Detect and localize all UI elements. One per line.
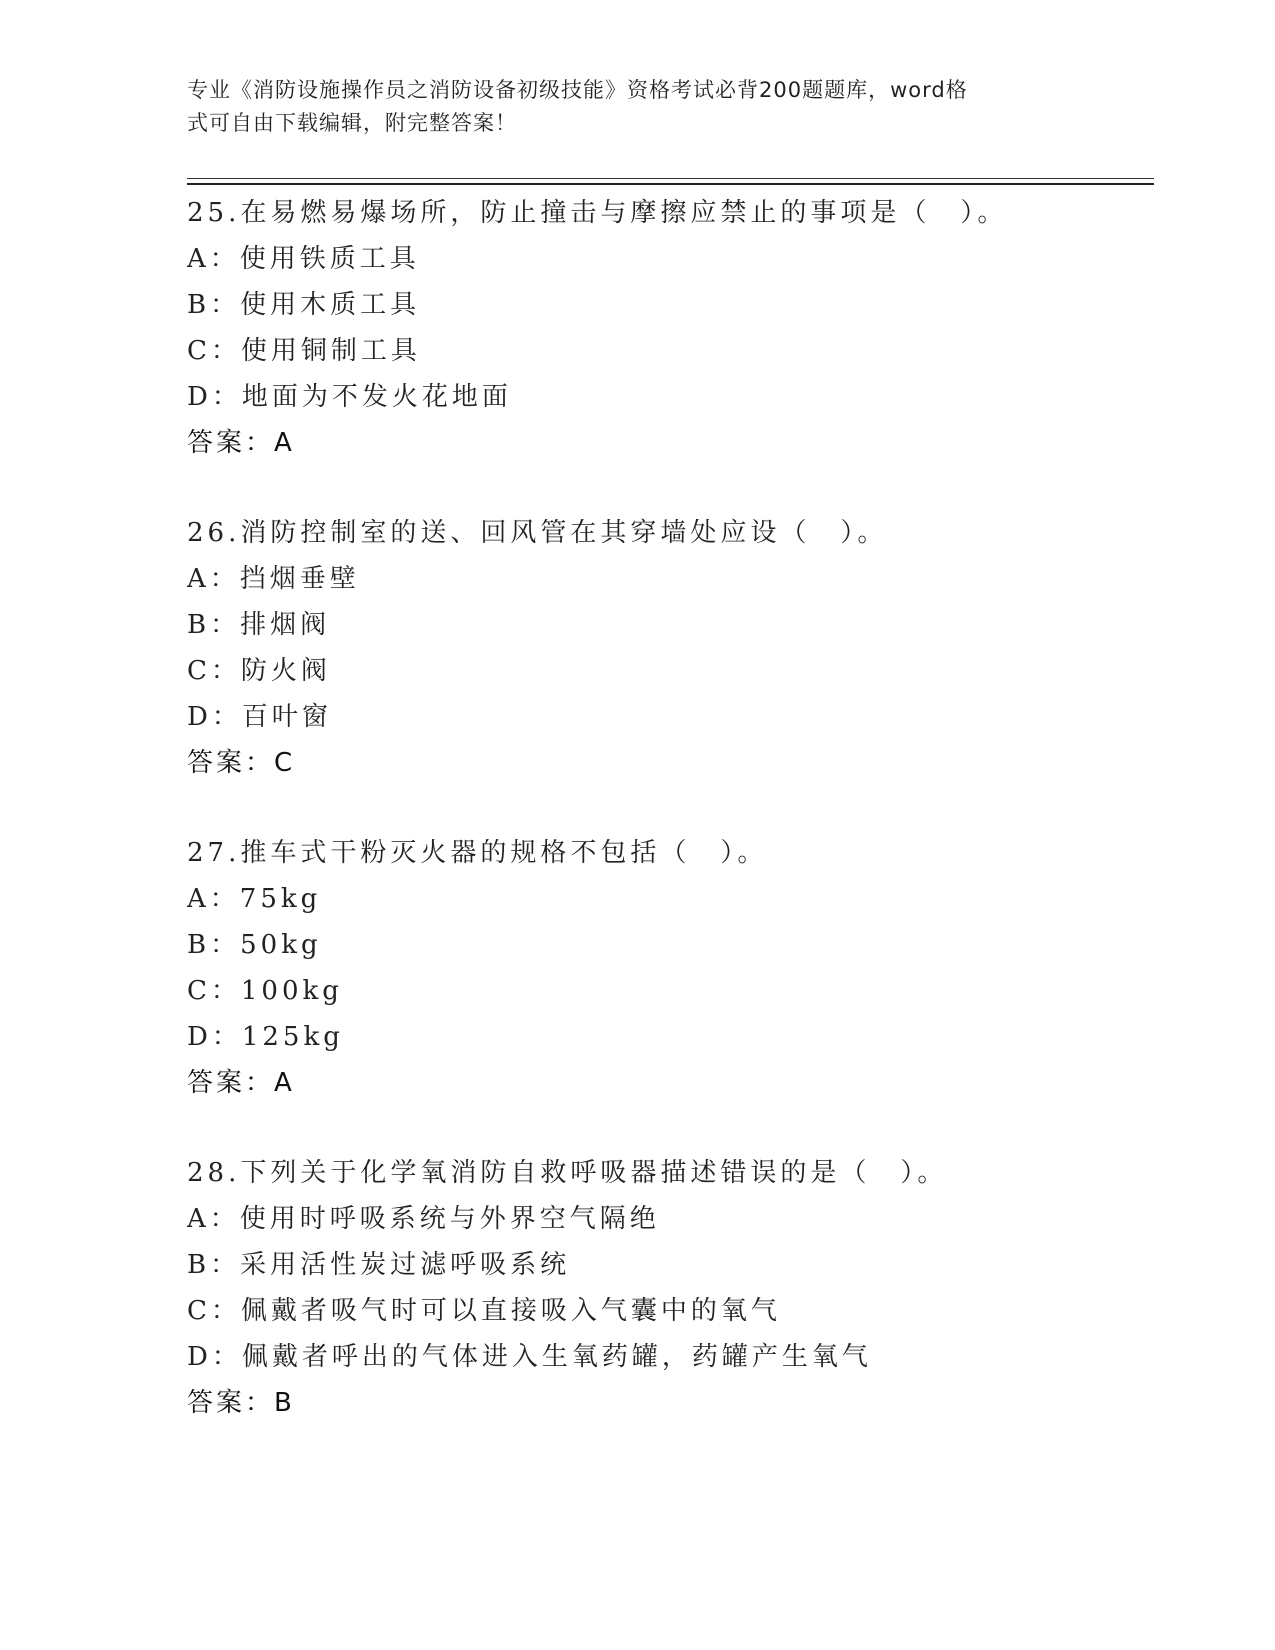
question-stem: 25.在易燃易爆场所，防止撞击与摩擦应禁止的事项是（ ）。	[187, 198, 1008, 228]
option-b: B：排烟阀	[187, 610, 331, 640]
option-a: A：挡烟垂壁	[187, 564, 360, 594]
question-stem: 27.推车式干粉灭火器的规格不包括（ ）。	[187, 838, 768, 868]
option-b: B：50kg	[187, 930, 322, 960]
question-27	[187, 830, 1147, 1150]
option-d: D：地面为不发火花地面	[187, 382, 512, 412]
option-b: B：使用木质工具	[187, 290, 421, 320]
option-c: C：使用铜制工具	[187, 336, 421, 366]
header-divider-thick	[187, 183, 1154, 185]
question-stem: 26.消防控制室的送、回风管在其穿墙处应设（ ）。	[187, 518, 888, 548]
option-c: C：防火阀	[187, 656, 331, 686]
option-d: D：佩戴者呼出的气体进入生氧药罐，药罐产生氧气	[187, 1342, 872, 1372]
header-line-1: 专业《消防设施操作员之消防设备初级技能》资格考试必背200题题库，word格	[187, 78, 968, 102]
question-list	[187, 190, 1147, 1470]
option-a: A：使用时呼吸系统与外界空气隔绝	[187, 1204, 660, 1234]
option-d: D：百叶窗	[187, 702, 332, 732]
option-a: A：75kg	[187, 884, 322, 914]
answer-label: 答案：A	[187, 428, 295, 458]
answer-label: 答案：B	[187, 1388, 295, 1418]
question-25	[187, 190, 1147, 510]
header-line-2: 式可自由下载编辑，附完整答案！	[187, 111, 517, 135]
option-a: A：使用铁质工具	[187, 244, 420, 274]
question-stem: 28.下列关于化学氧消防自救呼吸器描述错误的是（ ）。	[187, 1158, 948, 1188]
option-c: C：100kg	[187, 976, 343, 1006]
option-c: C：佩戴者吸气时可以直接吸入气囊中的氧气	[187, 1296, 781, 1326]
question-26	[187, 510, 1147, 830]
option-b: B：采用活性炭过滤呼吸系统	[187, 1250, 571, 1280]
option-d: D：125kg	[187, 1022, 344, 1052]
header-divider-thin	[187, 178, 1154, 179]
question-28	[187, 1150, 1147, 1470]
answer-label: 答案：C	[187, 748, 296, 778]
answer-label: 答案：A	[187, 1068, 295, 1098]
document-header	[187, 74, 1087, 140]
